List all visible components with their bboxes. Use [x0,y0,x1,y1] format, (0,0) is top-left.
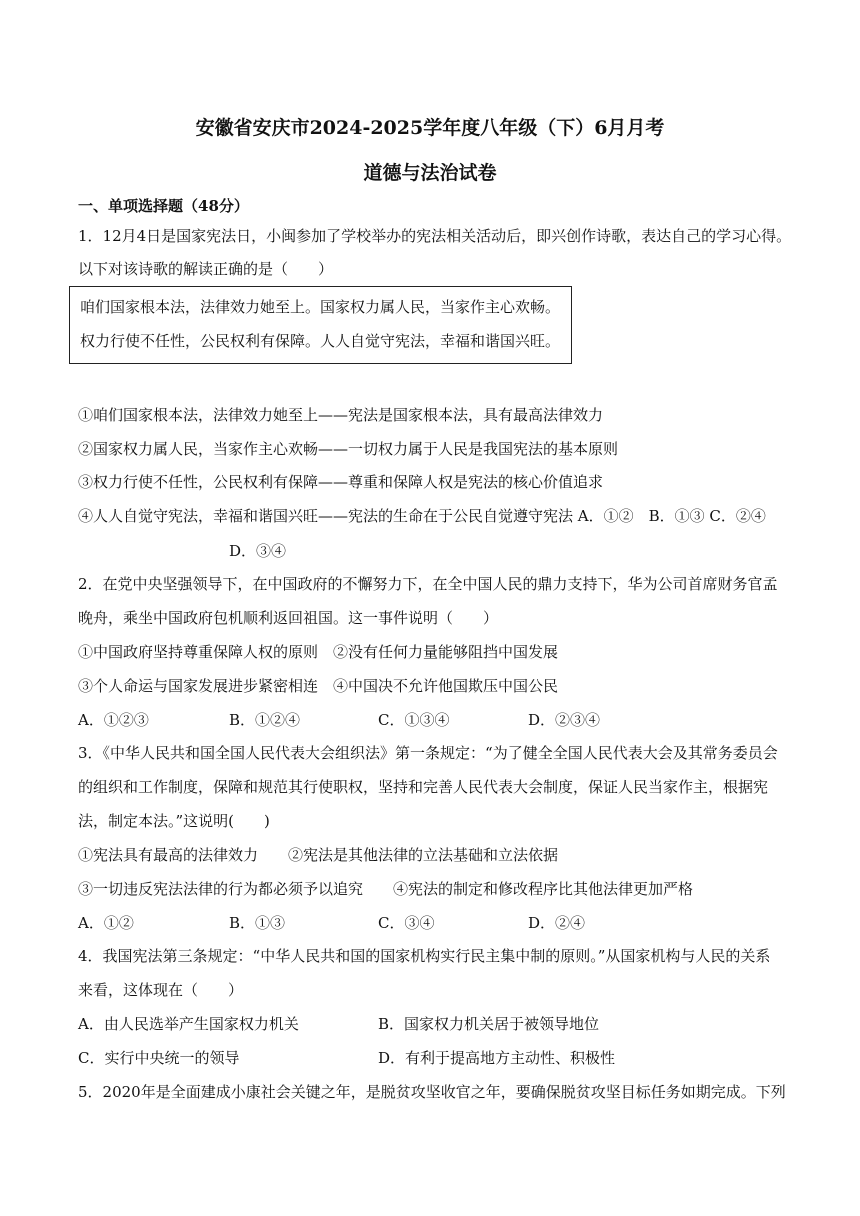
q1-stem-line1: 1．12月4日是国家宪法日，小闽参加了学校举办的宪法相关活动后，即兴创作诗歌，表达自己的学习心得。 [78,227,792,245]
q1-stem-line2: 以下对该诗歌的解读正确的是（ ） [78,260,334,278]
q2-option-b: B．①②④ [229,711,301,729]
q3-option-b: B．①③ [229,914,286,932]
q2-stem-line1: 2．在党中央坚强领导下，在中国政府的不懈努力下，在全中国人民的鼎力支持下，华为公司首席财务官孟 [78,575,778,593]
exam-title: 安徽省安庆市2024-2025学年度八年级（下）6月月考 [195,117,665,139]
q3-stem-line1: 3．《中华人民共和国全国人民代表大会组织法》第一条规定：“为了健全全国人民代表大会及其常务委员会 [78,744,778,762]
q4-option-c: C．实行中央统一的领导 [78,1049,240,1067]
q1-poem-line1: 咱们国家根本法，法律效力她至上。国家权力属人民，当家作主心欢畅。 [80,298,561,316]
q2-option-d: D．②③④ [528,711,601,729]
q2-stem-line2: 晚舟，乘坐中国政府包机顺利返回祖国。这一事件说明（ ） [78,609,499,627]
q2-option-c: C．①③④ [378,711,450,729]
exam-subtitle: 道德与法治试卷 [363,162,497,184]
q3-option-c: C．③④ [378,914,435,932]
q4-option-d: D．有利于提高地方主动性、积极性 [378,1049,616,1067]
q4-option-a: A．由人民选举产生国家权力机关 [78,1015,299,1033]
q1-poem-line2: 权力行使不任性，公民权利有保障。人人自觉守宪法，幸福和谐国兴旺。 [80,332,561,350]
q3-option-d: D．②④ [528,914,586,932]
q3-items-line1: ①宪法具有最高的法律效力 ②宪法是其他法律的立法基础和立法依据 [78,846,559,864]
q3-stem-line2: 的组织和工作制度，保障和规范其行使职权，坚持和完善人民代表大会制度，保证人民当家作主，根据宪 [78,778,769,796]
q1-poem-box [69,286,572,364]
q1-option-d: D．③④ [229,542,287,560]
q4-stem-line2: 来看，这体现在（ ） [78,981,244,999]
q3-option-a: A．①② [78,914,134,932]
q2-option-a: A．①②③ [78,711,149,729]
q1-item3: ③权力行使不任性，公民权利有保障——尊重和保障人权是宪法的核心价值追求 [78,473,604,491]
q1-item4: ④人人自觉守宪法，幸福和谐国兴旺——宪法的生命在于公民自觉遵守宪法 A．①② B．①③ C．②④ [78,507,766,525]
q5-stem-line1: 5．2020年是全面建成小康社会关键之年，是脱贫攻坚收官之年，要确保脱贫攻坚目标任务如期完成。下列 [78,1083,786,1101]
q4-option-b: B．国家权力机关居于被领导地位 [378,1015,600,1033]
q3-items-line2: ③一切违反宪法法律的行为都必须予以追究 ④宪法的制定和修改程序比其他法律更加严格 [78,880,694,898]
q4-stem-line1: 4．我国宪法第三条规定：“中华人民共和国的国家机构实行民主集中制的原则。”从国家机构与人民的关系 [78,947,771,965]
q2-items-line1: ①中国政府坚持尊重保障人权的原则 ②没有任何力量能够阻挡中国发展 [78,643,559,661]
q1-item1: ①咱们国家根本法，法律效力她至上——宪法是国家根本法，具有最高法律效力 [78,406,604,424]
q2-items-line2: ③个人命运与国家发展进步紧密相连 ④中国决不允许他国欺压中国公民 [78,677,559,695]
q3-stem-line3: 法，制定本法。”这说明( ) [78,812,270,830]
q1-item2: ②国家权力属人民，当家作主心欢畅——一切权力属于人民是我国宪法的基本原则 [78,440,619,458]
section-heading: 一、单项选择题（48分） [78,197,249,215]
